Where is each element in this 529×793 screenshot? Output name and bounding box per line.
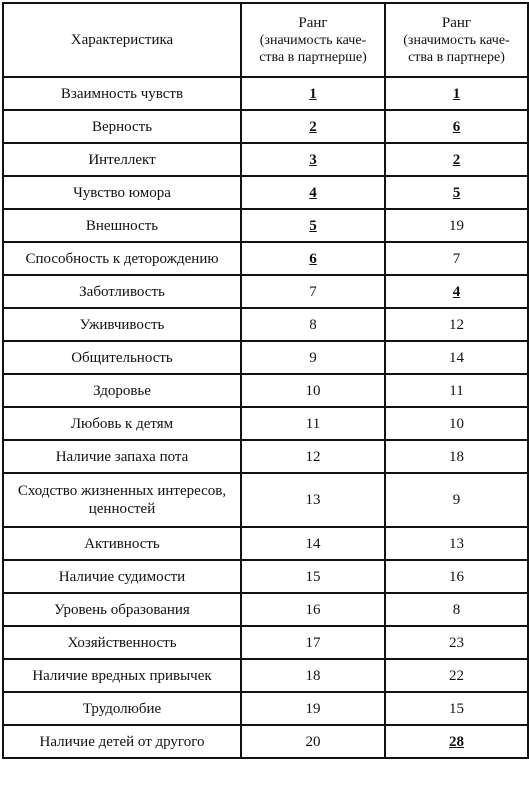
rank-partnersha-cell: 5 — [241, 209, 385, 242]
table-row — [3, 308, 528, 341]
table-row — [3, 440, 528, 473]
rank-partner-cell: 22 — [385, 659, 528, 692]
rank-partner-cell: 28 — [385, 725, 528, 758]
rank-partnersha-cell: 16 — [241, 593, 385, 626]
table-row — [3, 176, 528, 209]
characteristic-cell: Здоровье — [3, 374, 241, 407]
table-row — [3, 110, 528, 143]
rank-partner-cell: 4 — [385, 275, 528, 308]
characteristic-cell: Любовь к детям — [3, 407, 241, 440]
table-row — [3, 626, 528, 659]
header-rank-partner-line1: Ранг — [441, 15, 472, 31]
rank-partnersha-cell: 20 — [241, 725, 385, 758]
characteristic-cell: Интеллект — [3, 143, 241, 176]
rank-partnersha-cell: 19 — [241, 692, 385, 725]
table-row — [3, 560, 528, 593]
characteristic-cell: Заботливость — [3, 275, 241, 308]
rank-partner-cell: 8 — [385, 593, 528, 626]
characteristic-cell: Активность — [3, 527, 241, 560]
header-rank-partner-line2: (значимость каче- — [403, 33, 510, 48]
rank-partnersha-cell: 3 — [241, 143, 385, 176]
table-row — [3, 527, 528, 560]
characteristic-cell: Трудолюбие — [3, 692, 241, 725]
table-row — [3, 242, 528, 275]
characteristic-cell: Наличие вредных привычек — [3, 659, 241, 692]
rank-partner-cell: 11 — [385, 374, 528, 407]
rank-partnersha-cell: 17 — [241, 626, 385, 659]
rank-partnersha-cell: 11 — [241, 407, 385, 440]
table-row — [3, 473, 528, 527]
rank-partnersha-cell: 15 — [241, 560, 385, 593]
characteristic-cell: Хозяйственность — [3, 626, 241, 659]
rank-partnersha-cell: 8 — [241, 308, 385, 341]
header-characteristic: Характеристика — [3, 3, 241, 77]
table-row — [3, 275, 528, 308]
rank-partner-cell: 6 — [385, 110, 528, 143]
rank-partner-cell: 14 — [385, 341, 528, 374]
rank-partnersha-cell: 9 — [241, 341, 385, 374]
characteristic-cell: Способность к деторождению — [3, 242, 241, 275]
rank-partner-cell: 16 — [385, 560, 528, 593]
rank-partnersha-cell: 12 — [241, 440, 385, 473]
rank-partner-cell: 19 — [385, 209, 528, 242]
table-row — [3, 143, 528, 176]
table-row — [3, 407, 528, 440]
rank-partner-cell: 1 — [385, 77, 528, 110]
characteristic-cell: Чувство юмора — [3, 176, 241, 209]
table-row — [3, 593, 528, 626]
rank-partnersha-cell: 13 — [241, 473, 385, 527]
table-row — [3, 209, 528, 242]
rank-partnersha-cell: 4 — [241, 176, 385, 209]
rank-partner-cell: 5 — [385, 176, 528, 209]
table-row — [3, 341, 528, 374]
rank-partner-cell: 10 — [385, 407, 528, 440]
rank-partnersha-cell: 10 — [241, 374, 385, 407]
rank-partner-cell: 15 — [385, 692, 528, 725]
table-header-row — [3, 3, 528, 77]
rank-partner-cell: 23 — [385, 626, 528, 659]
rank-partnersha-cell: 2 — [241, 110, 385, 143]
rank-partner-cell: 13 — [385, 527, 528, 560]
table-row — [3, 725, 528, 758]
table-body — [3, 77, 528, 758]
rank-partner-cell: 12 — [385, 308, 528, 341]
table-row — [3, 374, 528, 407]
characteristic-cell: Наличие запаха пота — [3, 440, 241, 473]
rank-partner-cell: 18 — [385, 440, 528, 473]
characteristic-cell: Наличие судимости — [3, 560, 241, 593]
header-rank-partnersha — [241, 3, 385, 77]
header-rank-partner-line3: ства в партнере) — [408, 50, 505, 65]
header-rank-partner — [385, 3, 528, 77]
characteristic-cell: Общительность — [3, 341, 241, 374]
header-rank-partnersha-line1: Ранг — [298, 15, 328, 31]
rank-partner-cell: 2 — [385, 143, 528, 176]
rank-partner-cell: 7 — [385, 242, 528, 275]
characteristic-cell: Сходство жизненных интересов, ценностей — [3, 473, 241, 527]
rank-partnersha-cell: 7 — [241, 275, 385, 308]
table-row — [3, 77, 528, 110]
header-rank-partnersha-line3: ства в партнерше) — [259, 50, 367, 65]
rank-partnersha-cell: 14 — [241, 527, 385, 560]
table-row — [3, 692, 528, 725]
characteristic-cell: Взаимность чувств — [3, 77, 241, 110]
header-rank-partnersha-line2: (значимость каче- — [259, 33, 367, 48]
characteristic-cell: Уровень образования — [3, 593, 241, 626]
rank-partner-cell: 9 — [385, 473, 528, 527]
rank-partnersha-cell: 18 — [241, 659, 385, 692]
ranking-table — [2, 2, 529, 759]
characteristic-cell: Наличие детей от другого — [3, 725, 241, 758]
rank-partnersha-cell: 1 — [241, 77, 385, 110]
table-row — [3, 659, 528, 692]
characteristic-cell: Верность — [3, 110, 241, 143]
characteristic-cell: Внешность — [3, 209, 241, 242]
characteristic-cell: Уживчивость — [3, 308, 241, 341]
rank-partnersha-cell: 6 — [241, 242, 385, 275]
